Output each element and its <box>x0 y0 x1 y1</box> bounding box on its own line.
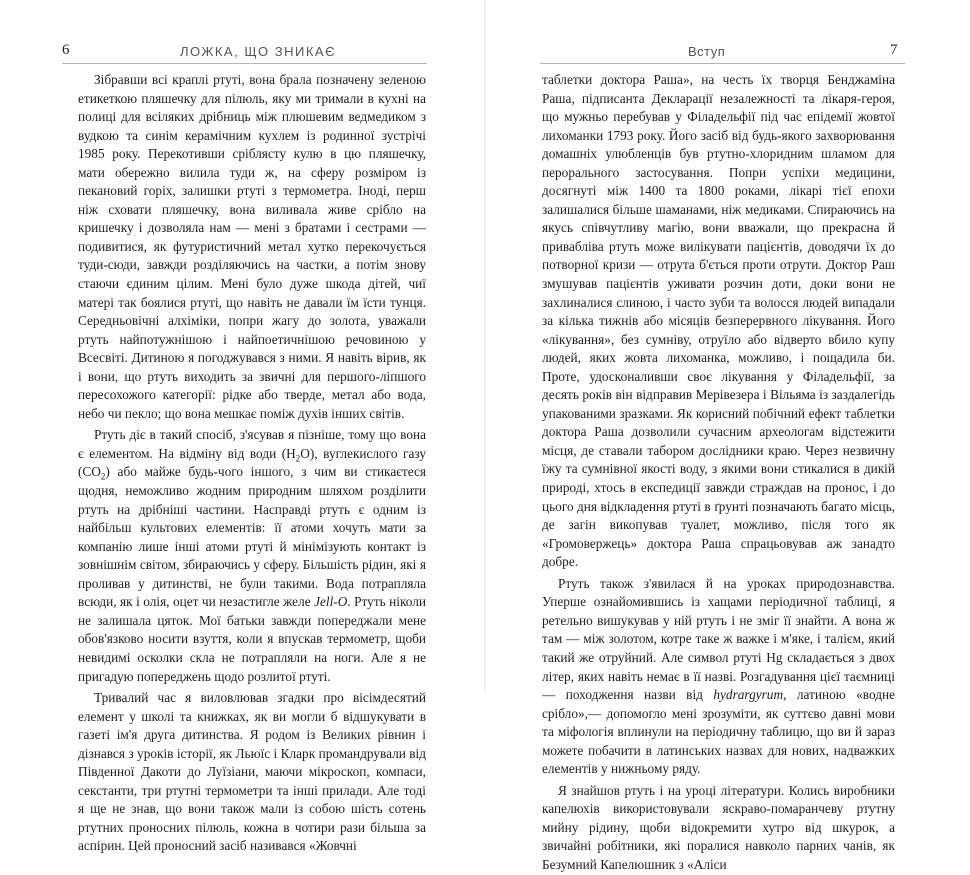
page-number: 7 <box>890 42 898 58</box>
right-page <box>485 0 970 872</box>
paragraph: таблетки доктора Раша», на честь їх творця Бенджаміна Раша, підписанта Декларації незалежності та лікаря-героя, що мужньо перебував у Філадельфії під час епідемії жовтої лихоманки 1793 року. Його засіб від будь-якого захворювання домашніх улюбленців був ртутно-хлоридним шламом для перорального застосування. Попри успіхи медицини, досягнуті між 1400 та 1800 роками, лікарі тієї епохи залишалися більше шаманами, ніж медиками. Спираючись на якусь співчутливу магію, вони вважали, що прекрасна й привабліва ртуть може вилікувати пацієнтів, доводячи їх до потворної кризи — отрута б'ється проти отрути. Доктор Раш змушував пацієнтів уживати розчин доти, доки вони не захлиналися слиною, і часто зуби та волосся людей випадали за кілька тижнів або місяців безперервного лікування. Його «лікування», без сумніву, отруїло або відверто вбило купу людей, яких жовта лихоманка, можливо, і пощадила би. Проте, удосконаливши своє лікування у Філадельфії, за десять років він відправив Мерівезера і Вільяма із заздалегідь упакованими зразками. Як корисний побічний ефект таблетки доктора Раша дозволили сучасним археологам відстежити місця, де ставали табором дослідники краю. Через незвичну їжу та сумнівної якості воду, з якими вони стикалися в дикій природі, хтось в експедиції завжди страждав на пронос, і до цього дня відкладення ртуті в ґрунті позначають багато місць, де загін викопував туалет, можливо, після того як «Громовержець» доктора Раша спрацьовував аж занадто добре. <box>542 72 895 570</box>
running-head-book-title: ЛОЖКА, ЩО ЗНИКАЄ <box>180 44 336 59</box>
paragraph: Тривалий час я виловлював згадки про вісімдесятий елемент у школі та книжках, як ви могли б відшукувати в газеті ім'я друга дитинства. Я родом із Великих рівнин і дізнався з уроків історії, як Льюїс і Кларк промандрували від Південної Дакоти до Луїзіани, маючи мікроскоп, компаси, секстанти, три ртутні термометри та інші прилади. Але тоді я ще не знав, що вони також мали із собою шість сотень ртутних проносних пілюль, кожна в чотири рази більша за аспірин. Цей проносний засіб називався «Жовчні <box>78 690 426 854</box>
left-page <box>0 0 485 854</box>
body-text <box>78 71 426 856</box>
paragraph: Ртуть діє в такий спосіб, з'ясував я пізніше, тому що вона є елементом. На відміну від води $(H_2O)$, вуглекислого газу $(CO_2)$ або майже будь-чого іншого, з чим ви стикаєтеся щодня, неможливо жодним природним шляхом розділити ртуть на дрібніші частини. Насправді ртуть є одним із найбільш культових елементів: її атоми хочуть мати за компанію лише інші атоми ртуті й мінімізують контакт із зовнішнім світом, збираючись у сферу. Більшість рідин, які я проливав у дитинстві, не були такими. Вода потрапляла всюди, як і олія, оцет чи незастигле желе Jell-O. Ртуть ніколи не залишала цяток. Мої батьки завжди попереджали мене обов'язково носити взуття, коли я впускав термометр, щоби невидимі осколки скла не потрапляли на ноги. Але я не пригадую попереджень щодо розлитої ртуті. <box>78 427 426 684</box>
header-rule <box>62 63 427 64</box>
body-text <box>542 71 895 875</box>
page-number: 6 <box>62 42 70 58</box>
running-head-chapter-title: Вступ <box>688 44 726 59</box>
paragraph: Я знайшов ртуть і на уроці літератури. Колись виробники капелюхів використовували яскраво-помаранчеву ртутну мийну рідину, щоби відокремити хутро від шкурок, а звичайні робітники, які поралися навколо парних чанів, як Безумний Капелюшник з «Аліси <box>542 782 895 872</box>
paragraph: Зібравши всі краплі ртуті, вона брала позначену зеленою етикеткою пляшечку для пілюль, яку ми тримали в кухні на полиці для всіляких дрібниць між плюшевим ведмедиком з вудкою та синім керамічним кухлем із родинної зустрічі 1985 року. Перекотивши сріблясту кулю в цю пляшечку, мати обережно вилила туди ж, на сферу розміром із пекановий горіх, залишки ртуті з термометра. Іноді, перш ніж сховати пляшечку, вона виливала живе срібло на кришечку і дозволяла нам — мені з братами і сестрами — подивитися, як футуристичний метал хутко перекочується туди-сюди, завжди розділяючись на частки, а потім знову стаючи єдиним цілим. Мені було дуже шкода дітей, чиї матері так боялися ртуті, що навіть не давали їм їсти тунця. Середньовічні алхіміки, попри жагу до золота, уважали ртуть найпотужнішою і найпоетичнішою речовиною у Всесвіті. Дитиною я погоджувався з ними. Я навіть вірив, як і вони, що ртуть виходить за звичні для першого-ліпшого пересохожого категорії: рідке або тверде, метал або вода, небо чи пекло; що вона мешкає поміж духів інших світів. <box>78 72 426 421</box>
header-rule <box>540 63 905 64</box>
paragraph: Ртуть також з'явилася й на уроках природознавства. Уперше ознайомившись із хащами періодичної таблиці, я ретельно вишукував у ній ртуть і не зміг її знайти. А вона ж там — між золотом, котре таке ж важке і м'яке, і талієм, який такий же отруйний. Але символ ртуті Hg складається з двох літер, яких навіть немає в її назві. Розгадування цієї таємниці — походження назви від hydrargyrum, латиною «водне срібло»,— допомогло мені зрозуміти, як суттєво давні мови та міфологія вплинули на періодичну таблицю, що ви й зараз можете побачити в латинських назвах для нових, надважких елементів у нижньому ряду. <box>542 575 895 777</box>
